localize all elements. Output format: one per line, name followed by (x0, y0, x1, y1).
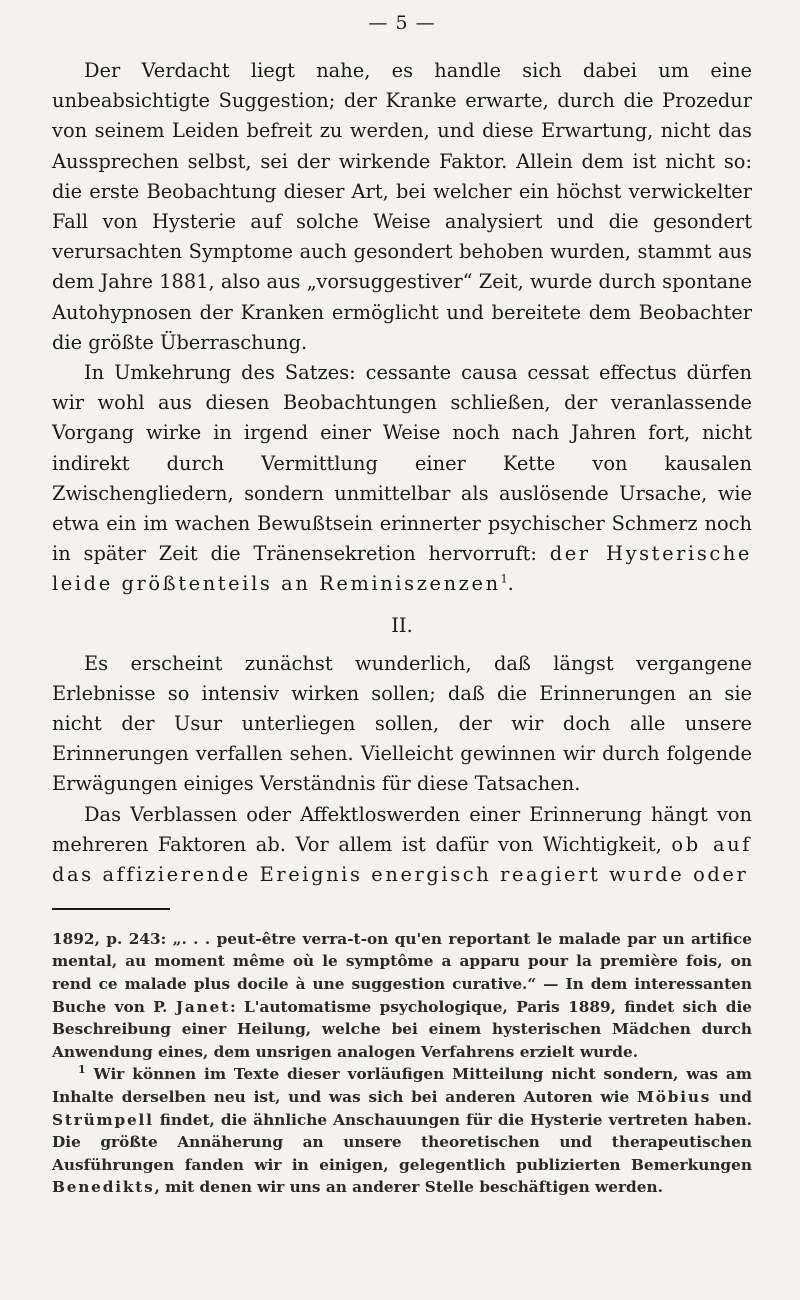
footnote-1-text-b: : L'automatisme psychologique, Paris 1889, findet sich die Beschreibung einer Heilung, welche bei einem hysterischen Mädchen durch Anwendung eines, dem unsrigen analogen Verfahrens erzielt wurde. (52, 997, 752, 1061)
footnote-2-text-a: Wir können im Texte dieser vorläufigen Mitteilung nicht sondern, was am Inhalte derselben neu ist, und was sich bei anderen Autoren wie (52, 1065, 752, 1106)
footnote-1-text-a: 1892, p. 243: „. . . peut-être verra-t-on qu'en reportant le malade par un artifice mental, au moment même où le symptôme a apparu pour la première fois, on rend ce malade plus docile à une suggestion curative.“ — In dem interessanten Buche von P. (52, 929, 752, 1016)
paragraph-2-start: In Umkehrung des Satzes: cessante causa cessat effectus dürfen wir wohl aus diesen Beobachtungen schließen, der veranlassende Vorgang wirke in irgend einer Weise noch nach Jahren fort, nicht indirekt durch Vermittlung einer Kette von kausalen Zwischengliedern, sondern unmittelbar als auslösende Ursache, wie etwa ein im wachen Bewußtsein erinnerter psychischer Schmerz noch in später Zeit die Tränensekretion hervorruft: (52, 361, 752, 566)
footnote-2-author-1: Möbius (637, 1087, 712, 1106)
main-text (52, 56, 752, 890)
paragraph-2 (52, 358, 752, 600)
footnote-2-text-d: , mit denen wir uns an anderer Stelle beschäftigen werden. (154, 1178, 663, 1197)
section-heading: II. (391, 613, 413, 637)
paragraph-2-end: . (507, 572, 514, 596)
footnote-1 (52, 928, 752, 1064)
footnote-reference: 1 (500, 572, 508, 586)
paragraph-4 (52, 800, 752, 891)
paragraph-3: Es erscheint zunächst wunderlich, daß längst vergangene Erlebnisse so intensiv wirken sollen; daß die Erinnerungen an sie nicht der Usur unterliegen sollen, der wir doch alle unsere Erinnerungen verfallen sehen. Vielleicht gewinnen wir durch folgende Erwägungen einiges Verständnis für diese Tatsachen. (52, 651, 752, 796)
paragraph-1: Der Verdacht liegt nahe, es handle sich dabei um eine unbeabsichtigte Suggestion; der Kranke erwarte, durch die Prozedur von seinem Leiden befreit zu werden, und diese Erwartung, nicht das Aussprechen selbst, sei der wirkende Faktor. Allein dem ist nicht so: die erste Beobachtung dieser Art, bei welcher ein höchst verwickelter Fall von Hysterie auf solche Weise analysiert und die gesondert verursachten Symptome auch gesondert behoben wurden, stammt aus dem Jahre 1881, also aus „vorsuggestiver“ Zeit, wurde durch spontane Autohypnosen der Kranken ermöglicht und bereitete dem Beobachter die größte Überraschung. (52, 59, 752, 354)
footnote-2-mark: 1 (78, 1063, 86, 1077)
footnote-2-text-b: und (711, 1087, 752, 1106)
footnotes (52, 928, 752, 1199)
footnote-2-author-3: Benedikts (52, 1178, 155, 1197)
paragraph-4-start: Das Verblassen oder Affektloswerden einer Erinnerung hängt von mehreren Faktoren ab. Vor allem ist dafür von Wichtigkeit, (52, 802, 752, 856)
paragraph-2-spaced-text: der Hysterische leide größtenteils an Reminiszenzen (52, 542, 752, 596)
footnote-divider (52, 908, 170, 910)
page-number: — 5 — (368, 12, 436, 34)
footnote-2-author-2: Strümpell (52, 1110, 154, 1129)
footnote-2 (52, 1063, 752, 1199)
footnote-1-author: Janet (175, 997, 230, 1016)
paragraph-4-spaced-text: ob auf das affizierende Ereignis energisch reagiert wurde oder (52, 832, 752, 887)
footnote-2-text-c: findet, die ähnliche Anschauungen für die Hysterie vertreten haben. Die größte Annäherung an unsere theoretischen und therapeutischen Ausführungen fanden wir in einigen, gelegentlich publizierten Bemerkungen (52, 1110, 752, 1174)
